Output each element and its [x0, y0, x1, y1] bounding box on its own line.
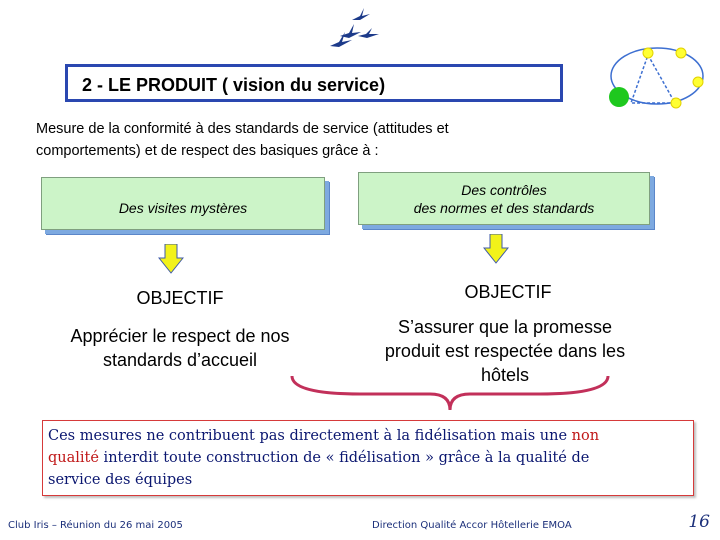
footer-department: Direction Qualité Accor Hôtellerie EMOA [372, 520, 572, 531]
intro-text [36, 118, 616, 162]
standards-controls-box [358, 172, 650, 225]
mystery-visits-box [41, 177, 325, 230]
mystery-visits-label: Des visites mystères [118, 199, 248, 216]
conclusion-highlight-qualite: qualité [48, 450, 99, 466]
objective-right-line-2: produit est respectée dans les [384, 341, 626, 361]
page-number: 16 [688, 512, 710, 532]
standards-controls-line-1: Des contrôles [461, 181, 547, 198]
objective-left-heading: OBJECTIF [136, 288, 224, 308]
conclusion-part-2: interdit toute construction de « fidélisation » grâce à la qualité de [98, 450, 590, 466]
down-arrow-icon [483, 234, 509, 264]
objective-right-line-3: hôtels [480, 365, 530, 385]
conclusion-text [48, 425, 688, 491]
objective-left-line-1: Apprécier le respect de nos [70, 326, 290, 346]
objective-right-heading: OBJECTIF [464, 282, 552, 302]
conclusion-part-3: service des équipes [48, 472, 193, 488]
objective-left-line-2: standards d’accueil [102, 350, 258, 370]
page-title: 2 - LE PRODUIT ( vision du service) [82, 75, 386, 95]
curly-brace [290, 372, 610, 412]
intro-line-1: Mesure de la conformité à des standards de service (attitudes et [36, 121, 449, 137]
down-arrow-icon [158, 244, 184, 274]
footer-meeting: Club Iris – Réunion du 26 mai 2005 [8, 520, 183, 531]
conclusion-part-1: Ces mesures ne contribuent pas directement à la fidélisation mais une [48, 428, 572, 444]
objective-left-text [50, 324, 310, 372]
conclusion-highlight-non: non [571, 428, 600, 444]
objective-right-line-1: S’assurer que la promesse [397, 317, 613, 337]
standards-controls-line-2: des normes et des standards [413, 199, 595, 216]
intro-line-2: comportements) et de respect des basiques grâce à : [36, 143, 379, 159]
cycle-diagram-icon [603, 40, 708, 122]
flying-birds-logo [322, 6, 384, 56]
